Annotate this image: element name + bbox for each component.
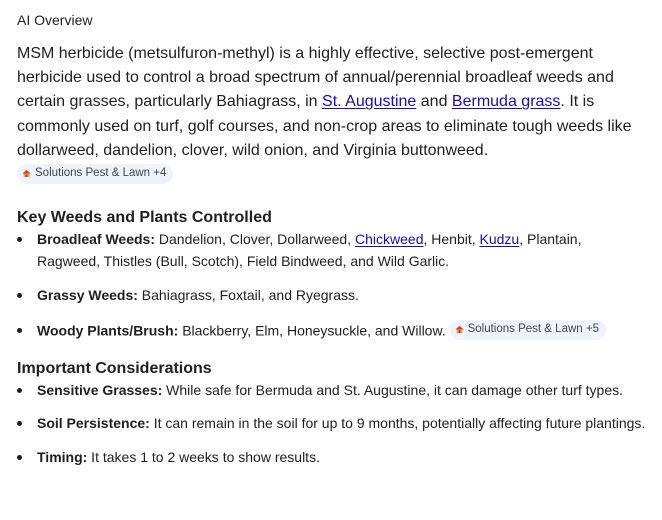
bullet-dot-icon <box>17 421 22 426</box>
item-text: It takes 1 to 2 weeks to show results. <box>87 448 320 465</box>
house-favicon-icon <box>455 325 464 334</box>
bullet-dot-icon <box>17 328 22 333</box>
bermuda-grass-link[interactable]: Bermuda grass <box>451 93 561 111</box>
item-text: , Plantain, Ragweed, Thistles (Bull, Scotch), Field Bindweed, and Wild Garlic. <box>37 231 582 269</box>
list-item <box>17 380 647 402</box>
overview-intro-paragraph <box>17 42 647 187</box>
list-item <box>17 447 647 469</box>
item-text: Bahiagrass, Foxtail, and Ryegrass. <box>137 287 359 304</box>
item-label: Sensitive Grasses: <box>37 381 163 398</box>
chickweed-link[interactable]: Chickweed <box>355 231 424 248</box>
item-label: Grassy Weeds: <box>37 287 138 304</box>
kudzu-link[interactable]: Kudzu <box>479 231 520 248</box>
item-text: Dandelion, Clover, Dollarweed, <box>155 231 355 248</box>
source-chip-label: Solutions Pest & Lawn +4 <box>35 167 167 180</box>
bullet-dot-icon <box>17 455 22 460</box>
bullet-dot-icon <box>17 293 22 298</box>
item-label: Soil Persistence: <box>37 415 150 432</box>
item-label: Broadleaf Weeds: <box>37 231 155 248</box>
section-title-key-weeds: Key Weeds and Plants Controlled <box>17 209 272 227</box>
item-text: Blackberry, Elm, Honeysuckle, and Willow. <box>178 322 446 339</box>
considerations-list <box>17 380 647 469</box>
intro-text-3: . It is commonly used on turf, golf courses, and non-crop areas to eliminate tough weeds like dollarweed, dandelion, clover, wild onion, and Virginia buttonweed. <box>17 93 632 159</box>
item-text: While safe for Bermuda and St. Augustine, it can damage other turf types. <box>162 381 623 398</box>
bullet-dot-icon <box>17 237 22 242</box>
section-title-considerations: Important Considerations <box>17 359 212 377</box>
st-augustine-link[interactable]: St. Augustine <box>322 93 417 111</box>
intro-text-2: and <box>416 93 452 111</box>
list-item <box>17 285 647 307</box>
bullet-dot-icon <box>17 388 22 393</box>
item-label: Woody Plants/Brush: <box>37 322 179 339</box>
source-chip-woody[interactable] <box>450 320 606 340</box>
list-item <box>17 229 647 272</box>
key-weeds-list <box>17 229 647 342</box>
source-chip-intro[interactable] <box>17 164 173 184</box>
ai-overview-panel <box>17 10 647 468</box>
item-text: It can remain in the soil for up to 9 months, potentially affecting future plantings. <box>149 415 646 432</box>
item-label: Timing: <box>37 448 88 465</box>
intro-text-1: MSM herbicide (metsulfuron-methyl) is a highly effective, selective post-emergent herbicide used to control a broad spectrum of annual/perennial broadleaf weeds and certain grasses, particularly Bahiagrass, in <box>17 45 614 111</box>
ai-overview-label: AI Overview <box>17 12 93 28</box>
source-chip-label: Solutions Pest & Lawn +5 <box>467 322 599 335</box>
item-text: , Henbit, <box>423 231 480 248</box>
house-favicon-icon <box>22 169 31 178</box>
list-item <box>17 320 647 342</box>
list-item <box>17 413 647 435</box>
